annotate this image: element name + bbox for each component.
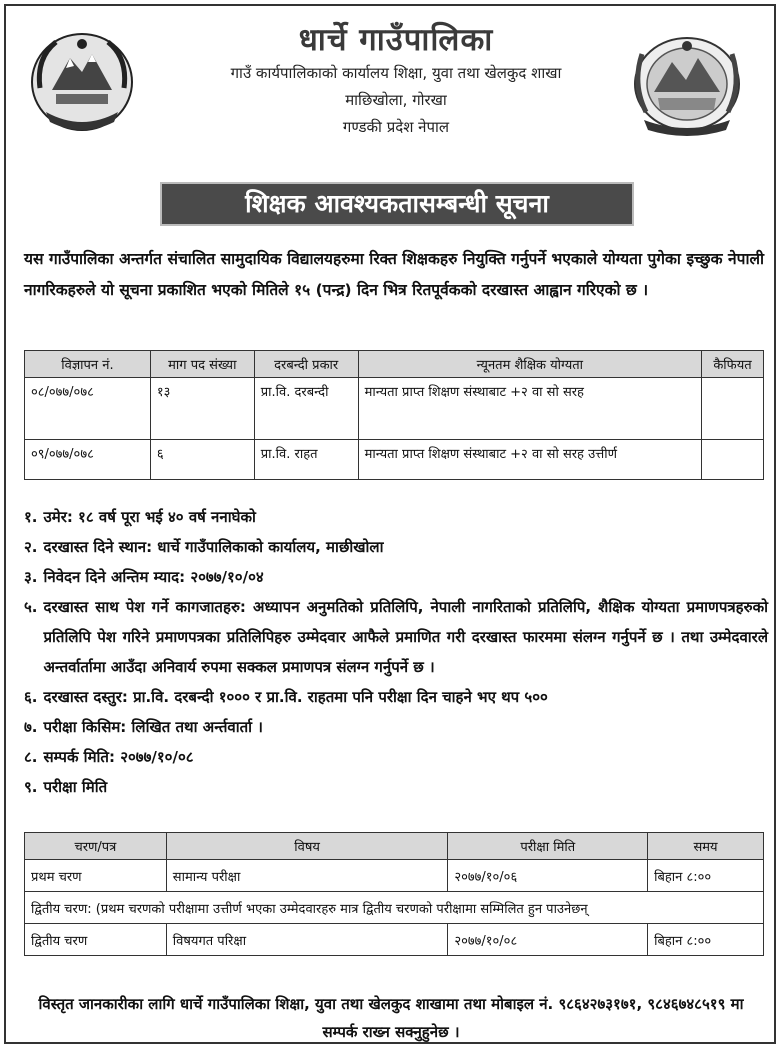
footer-contact: विस्तृत जानकारीका लागि धार्चे गाउँपालिका शिक्षा, युवा तथा खेलकुद शाखामा तथा मोबाइल नं. ९८६४२७३१७१, ९८४६७४८५१९ मा सम्पर्क राख्न सक्नुहुनेछ । [38, 995, 744, 1041]
table-note: द्वितीय चरण: (प्रथम चरणको परीक्षामा उत्तीर्ण भएका उम्मेदवारहरु मात्र द्वितीय चरणको परीक्षामा सम्मिलित हुन पाउनेछन् [25, 892, 764, 924]
intro-paragraph: यस गाउँपालिका अन्तर्गत संचालित सामुदायिक विद्यालयहरुमा रिक्त शिक्षकहरु नियुक्ति गर्नुपर्ने भएकाले योग्यता पुगेका इच्छुक नेपाली नागरिकहरुले यो सूचना प्रकाशित भएको मितिले १५ (पन्द्र) दिन भित्र रितपूर्वकको दरखास्त आह्वान गरिएको छ । [24, 250, 764, 299]
table-cell: विषयगत परिक्षा [166, 924, 448, 956]
org-name: धार्चे गाउँपालिका [298, 22, 494, 58]
item-number: ९. [24, 778, 38, 796]
municipality-logo-icon [628, 34, 746, 136]
item-number: ६. [24, 688, 38, 706]
column-header: माग पद संख्या [150, 351, 254, 378]
table-cell: प्रा.वि. दरबन्दी [254, 378, 358, 440]
notice-page [4, 4, 776, 1044]
table-cell [702, 378, 764, 440]
item-text: निवेदन दिने अन्तिम म्याद: २०७७/१०/०४ [43, 568, 264, 586]
table-cell: १३ [150, 378, 254, 440]
item-text: परीक्षा मिति [43, 778, 108, 796]
column-header: विषय [166, 833, 448, 860]
table-cell: द्वितीय चरण [25, 924, 167, 956]
item-text: दरखास्त दिने स्थान: धार्चे गाउँपालिकाको कार्यालय, माछीखोला [43, 538, 384, 556]
table-cell: मान्यता प्राप्त शिक्षण संस्थाबाट +२ वा सो सरह उत्तीर्ण [358, 440, 701, 480]
list-item [24, 502, 768, 532]
list-item [24, 592, 768, 682]
table-cell: प्रा.वि. राहत [254, 440, 358, 480]
column-header: कैफियत [702, 351, 764, 378]
table-cell: बिहान ८:०० [648, 860, 764, 892]
item-text: दरखास्त दस्तुर: प्रा.वि. दरबन्दी १००० र प्रा.वि. राहतमा पनि परीक्षा दिन चाहने भए थप ५०० [43, 688, 548, 706]
item-number: ८. [24, 748, 38, 766]
table-cell: २०७७/१०/०६ [448, 860, 648, 892]
list-item [24, 772, 768, 802]
table-cell: ०९/०७७/०७८ [25, 440, 151, 480]
vacancy-table [24, 350, 764, 480]
letterhead [156, 20, 636, 141]
table-header-row [25, 351, 764, 378]
column-header: चरण/पत्र [25, 833, 167, 860]
item-number: २. [24, 538, 38, 556]
list-item [24, 532, 768, 562]
table-cell: सामान्य परीक्षा [166, 860, 448, 892]
table-note-row [25, 892, 764, 924]
conditions-list [24, 502, 768, 802]
table-cell [702, 440, 764, 480]
nepal-emblem-icon [26, 28, 138, 136]
table-cell: ६ [150, 440, 254, 480]
office-name: गाउँ कार्यपालिकाको कार्यालय शिक्षा, युवा तथा खेलकुद शाखा [230, 64, 562, 82]
table-cell: बिहान ८:०० [648, 924, 764, 956]
item-text: दरखास्त साथ पेश गर्ने कागजातहरु: अध्यापन अनुमतिको प्रतिलिपि, नेपाली नागरिताको प्रतिलिपि, शैक्षिक योग्यता प्रमाणपत्रहरुको प्रतिलिपि पेश गरिने प्रमाणपत्रका प्रतिलिपिहरु उम्मेदवार आफैले प्रमाणित गरी दरखास्त फारममा संलग्न गर्नुपर्ने छ । तथा उम्मेदवारले अन्तर्वार्तामा आउँदा अनिवार्य रुपमा सक्कल प्रमाणपत्र संलग्न गर्नुपर्ने छ । [43, 598, 768, 676]
list-item [24, 562, 768, 592]
item-text: उमेर: १८ वर्ष पूरा भई ४० वर्ष ननाघेको [43, 508, 256, 526]
table-cell: २०७७/१०/०८ [448, 924, 648, 956]
list-item [24, 742, 768, 772]
column-header: दरबन्दी प्रकार [254, 351, 358, 378]
column-header: न्यूनतम शैक्षिक योग्यता [358, 351, 701, 378]
province-name: गण्डकी प्रदेश नेपाल [342, 118, 450, 136]
item-number: १. [24, 508, 38, 526]
column-header: समय [648, 833, 764, 860]
table-cell: प्रथम चरण [25, 860, 167, 892]
exam-schedule-table [24, 832, 764, 956]
item-number: ५. [24, 598, 38, 616]
column-header: विज्ञापन नं. [25, 351, 151, 378]
item-number: ३. [24, 568, 38, 586]
table-row [25, 378, 764, 440]
column-header: परीक्षा मिति [448, 833, 648, 860]
table-row [25, 860, 764, 892]
table-cell: ०८/०७७/०७८ [25, 378, 151, 440]
table-cell: मान्यता प्राप्त शिक्षण संस्थाबाट +२ वा सो सरह [358, 378, 701, 440]
table-header-row [25, 833, 764, 860]
table-row [25, 440, 764, 480]
table-row [25, 924, 764, 956]
list-item [24, 682, 768, 712]
notice-title: शिक्षक आवश्यकतासम्बन्धी सूचना [160, 182, 634, 226]
list-item [24, 712, 768, 742]
item-text: परीक्षा किसिम: लिखित तथा अर्न्तवार्ता । [43, 718, 263, 736]
item-number: ७. [24, 718, 38, 736]
office-location: माछिखोला, गोरखा [345, 91, 447, 109]
item-text: सम्पर्क मिति: २०७७/१०/०८ [43, 748, 194, 766]
